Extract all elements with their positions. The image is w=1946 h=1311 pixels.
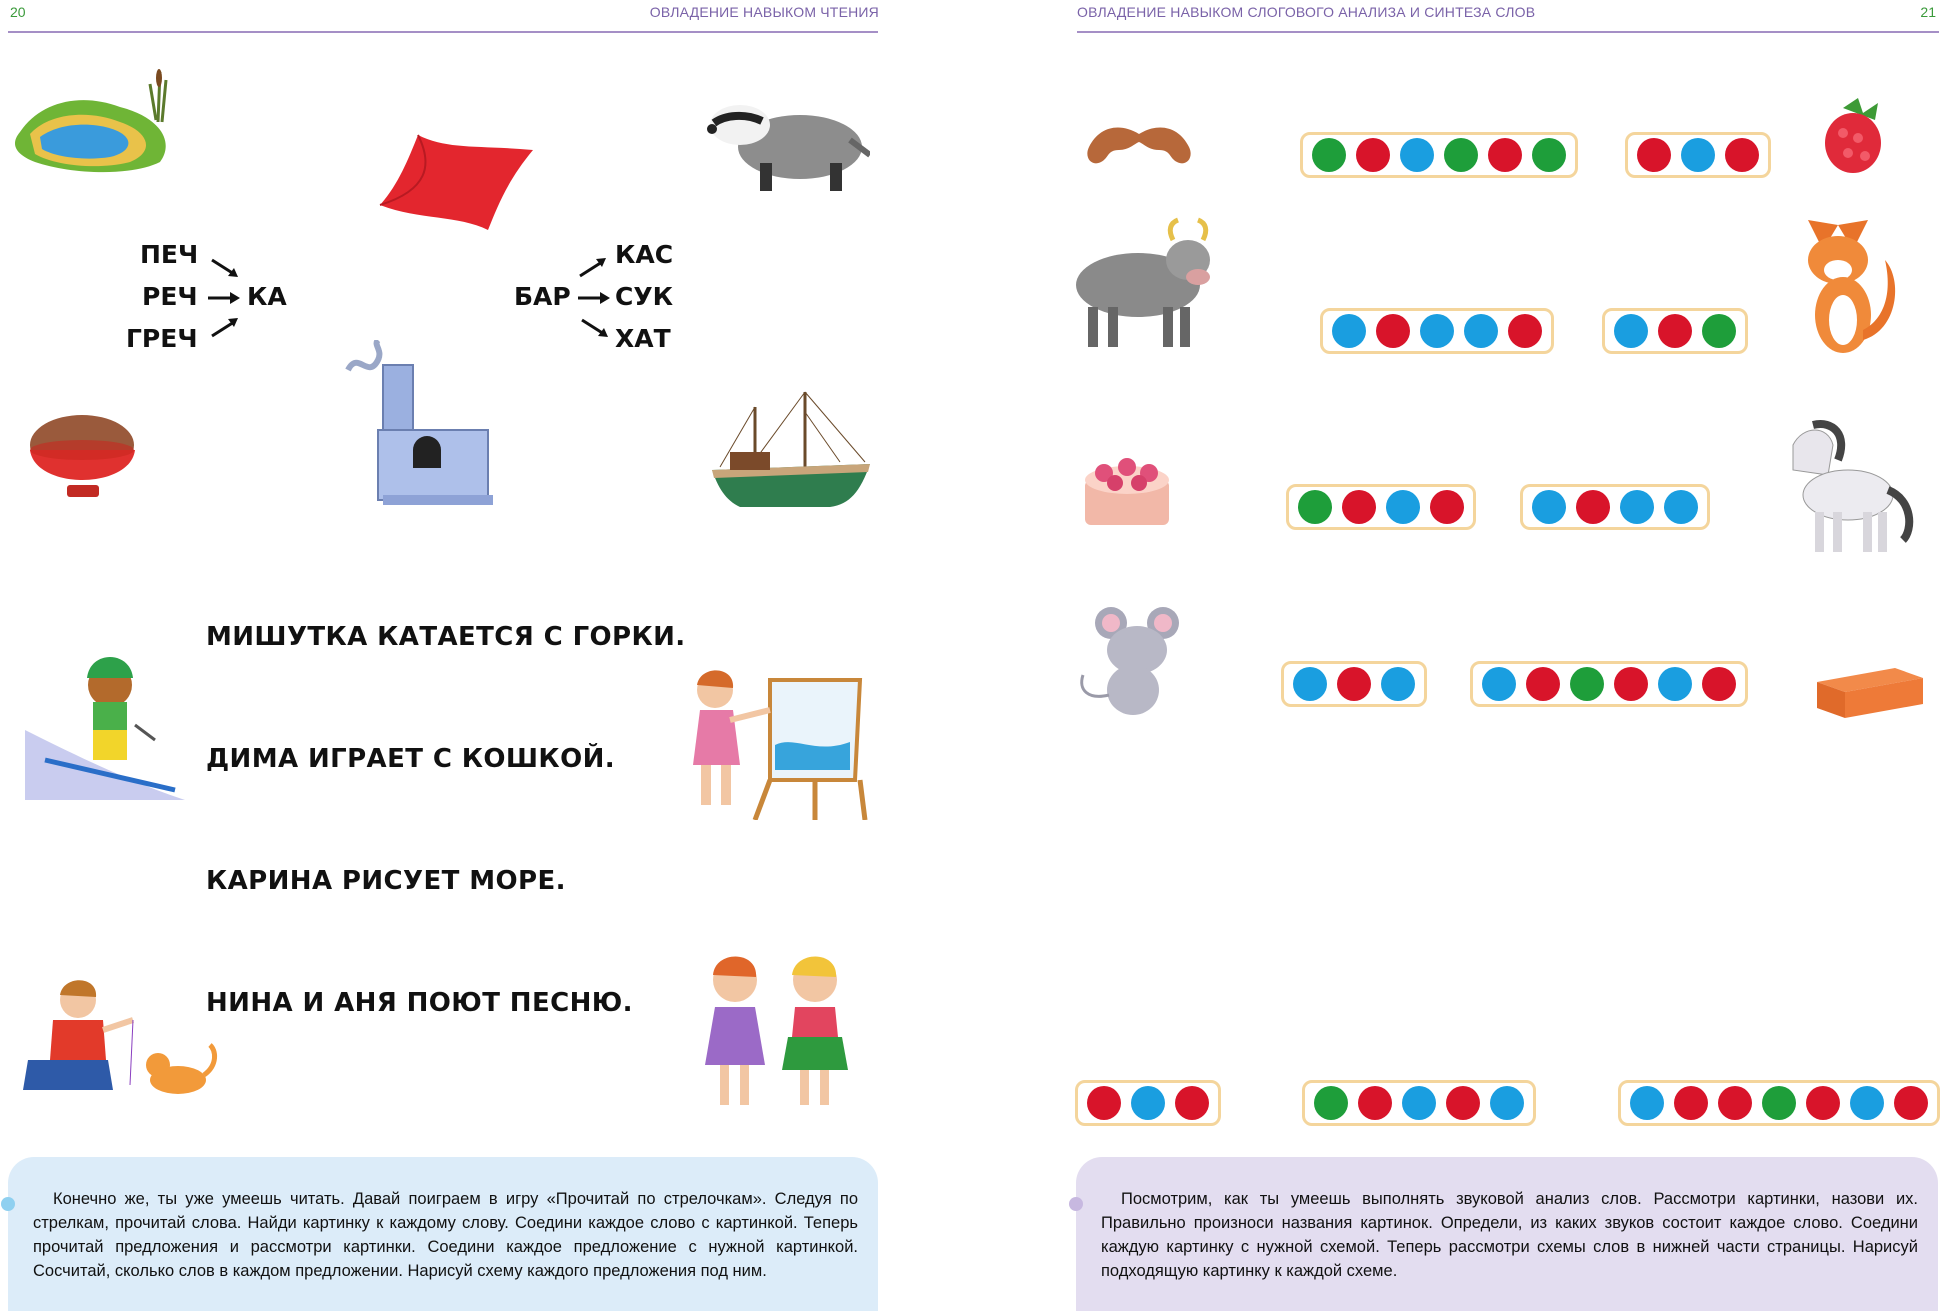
sound-scheme[interactable]: [1625, 132, 1771, 178]
sound-dot: [1293, 667, 1327, 701]
sound-dot: [1614, 667, 1648, 701]
word-suk: СУК: [615, 282, 674, 311]
sound-dot: [1400, 138, 1434, 172]
sound-dot: [1358, 1086, 1392, 1120]
page-number-left: 20: [10, 4, 26, 20]
river-picture: [10, 62, 180, 177]
sound-dot: [1402, 1086, 1436, 1120]
sound-dot: [1614, 314, 1648, 348]
sound-scheme[interactable]: [1300, 132, 1578, 178]
bullet-dot: [1, 1197, 15, 1211]
syllable-bar: БАР: [514, 282, 571, 311]
bull-picture: [1068, 215, 1228, 355]
header-rule-right: [1077, 31, 1939, 33]
syllable-ka: КА: [247, 282, 287, 311]
mouse-picture: [1073, 605, 1188, 720]
sound-dot: [1681, 138, 1715, 172]
sound-dot: [1332, 314, 1366, 348]
word-kas: КАС: [615, 240, 674, 269]
sound-dot: [1664, 490, 1698, 524]
sound-dot: [1376, 314, 1410, 348]
page-header-right: ОВЛАДЕНИЕ НАВЫКОМ СЛОГОВОГО АНАЛИЗА И СИНТЕЗА СЛОВ: [1077, 4, 1536, 20]
sound-dot: [1482, 667, 1516, 701]
sound-dot: [1446, 1086, 1480, 1120]
sound-dot: [1532, 490, 1566, 524]
mustache-picture: [1079, 122, 1199, 172]
sound-dot: [1312, 138, 1346, 172]
sound-dot: [1508, 314, 1542, 348]
brick-picture: [1815, 662, 1925, 722]
instruction-box-right: [1076, 1157, 1938, 1311]
sound-dot: [1488, 138, 1522, 172]
sound-dot: [1420, 314, 1454, 348]
badger-picture: [700, 95, 870, 195]
arrow-down-right-icon: [208, 256, 244, 280]
sound-scheme[interactable]: [1281, 661, 1427, 707]
sound-dot: [1131, 1086, 1165, 1120]
sound-scheme[interactable]: [1075, 1080, 1221, 1126]
right-page: [973, 0, 1946, 1311]
page-header-left: ОВЛАДЕНИЕ НАВЫКОМ ЧТЕНИЯ: [649, 4, 879, 20]
boat-picture: [710, 382, 870, 512]
arrow-down-right-icon: [578, 316, 614, 340]
sound-dot: [1464, 314, 1498, 348]
sound-dot: [1702, 314, 1736, 348]
sound-scheme[interactable]: [1470, 661, 1748, 707]
sound-dot: [1444, 138, 1478, 172]
sound-dot: [1637, 138, 1671, 172]
word-pech: ПЕЧ: [140, 240, 199, 269]
two-girls-singing-picture: [680, 945, 870, 1115]
sound-dot: [1894, 1086, 1928, 1120]
sound-scheme[interactable]: [1320, 308, 1554, 354]
sound-dot: [1298, 490, 1332, 524]
sound-dot: [1526, 667, 1560, 701]
sound-dot: [1718, 1086, 1752, 1120]
sound-dot: [1386, 490, 1420, 524]
cake-picture: [1079, 445, 1174, 535]
sound-dot: [1430, 490, 1464, 524]
sound-dot: [1658, 314, 1692, 348]
girl-painting-picture: [675, 660, 870, 820]
word-rech: РЕЧ: [142, 282, 198, 311]
sound-dot: [1570, 667, 1604, 701]
bullet-dot: [1069, 1197, 1083, 1211]
boy-with-cat-picture: [18, 975, 218, 1105]
arrow-up-right-icon: [576, 256, 612, 280]
sound-dot: [1314, 1086, 1348, 1120]
sound-dot: [1337, 667, 1371, 701]
sound-dot: [1658, 667, 1692, 701]
sentence-4: НИНА И АНЯ ПОЮТ ПЕСНЮ.: [206, 988, 633, 1018]
sentence-1: МИШУТКА КАТАЕТСЯ С ГОРКИ.: [206, 622, 686, 652]
sound-dot: [1725, 138, 1759, 172]
arrow-right-icon: [576, 288, 612, 308]
sound-scheme[interactable]: [1302, 1080, 1536, 1126]
sound-dot: [1762, 1086, 1796, 1120]
sound-dot: [1532, 138, 1566, 172]
sound-dot: [1342, 490, 1376, 524]
scarf-picture: [378, 125, 538, 235]
sound-scheme[interactable]: [1618, 1080, 1940, 1126]
instruction-box-left: [8, 1157, 878, 1311]
arrow-right-icon: [206, 288, 242, 308]
instruction-text-right: Посмотрим, как ты умеешь выполнять звуковой анализ слов. Рассмотри картинки, назови их. Правильно произноси названия картинок. Определи, из каких звуков состоит каждое слово. Соедини каждую картинку с нужной схемой. Теперь рассмотри схемы слов в нижней части страницы. Нарисуй подходящую картинку к каждой схеме.: [1101, 1190, 1918, 1280]
instruction-text-left: Конечно же, ты уже умеешь читать. Давай поиграем в игру «Прочитай по стрелочкам». Следуя по стрелкам, прочитай слова. Найди картинку к каждому слову. Соедини каждое слово с картинкой. Теперь прочитай предложения и рассмотри картинки. Соедини каждое предложение с нужной картинкой. Сосчитай, сколько слов в каждом предложении. Нарисуй схему каждого предложения под ним.: [33, 1190, 858, 1280]
sound-dot: [1702, 667, 1736, 701]
sound-dot: [1576, 490, 1610, 524]
sound-scheme[interactable]: [1286, 484, 1476, 530]
sound-dot: [1381, 667, 1415, 701]
fox-picture: [1793, 210, 1908, 370]
header-rule-left: [8, 31, 878, 33]
sound-scheme[interactable]: [1520, 484, 1710, 530]
sound-dot: [1087, 1086, 1121, 1120]
sound-dot: [1620, 490, 1654, 524]
stove-picture: [338, 340, 498, 510]
sound-dot: [1356, 138, 1390, 172]
sound-dot: [1175, 1086, 1209, 1120]
sound-dot: [1850, 1086, 1884, 1120]
sound-dot: [1674, 1086, 1708, 1120]
bear-skiing-picture: [25, 640, 185, 800]
horse-picture: [1773, 420, 1918, 560]
word-hat: ХАТ: [615, 324, 671, 353]
page-number-right: 21: [1920, 4, 1936, 20]
sound-dot: [1806, 1086, 1840, 1120]
sound-dot: [1630, 1086, 1664, 1120]
arrow-up-right-icon: [208, 316, 244, 340]
sound-dot: [1490, 1086, 1524, 1120]
buckwheat-bowl-picture: [25, 405, 140, 505]
raspberry-picture: [1813, 98, 1903, 178]
sentence-3: КАРИНА РИСУЕТ МОРЕ.: [206, 866, 566, 896]
sound-scheme[interactable]: [1602, 308, 1748, 354]
word-grech: ГРЕЧ: [126, 324, 198, 353]
sentence-2: ДИМА ИГРАЕТ С КОШКОЙ.: [206, 744, 616, 774]
